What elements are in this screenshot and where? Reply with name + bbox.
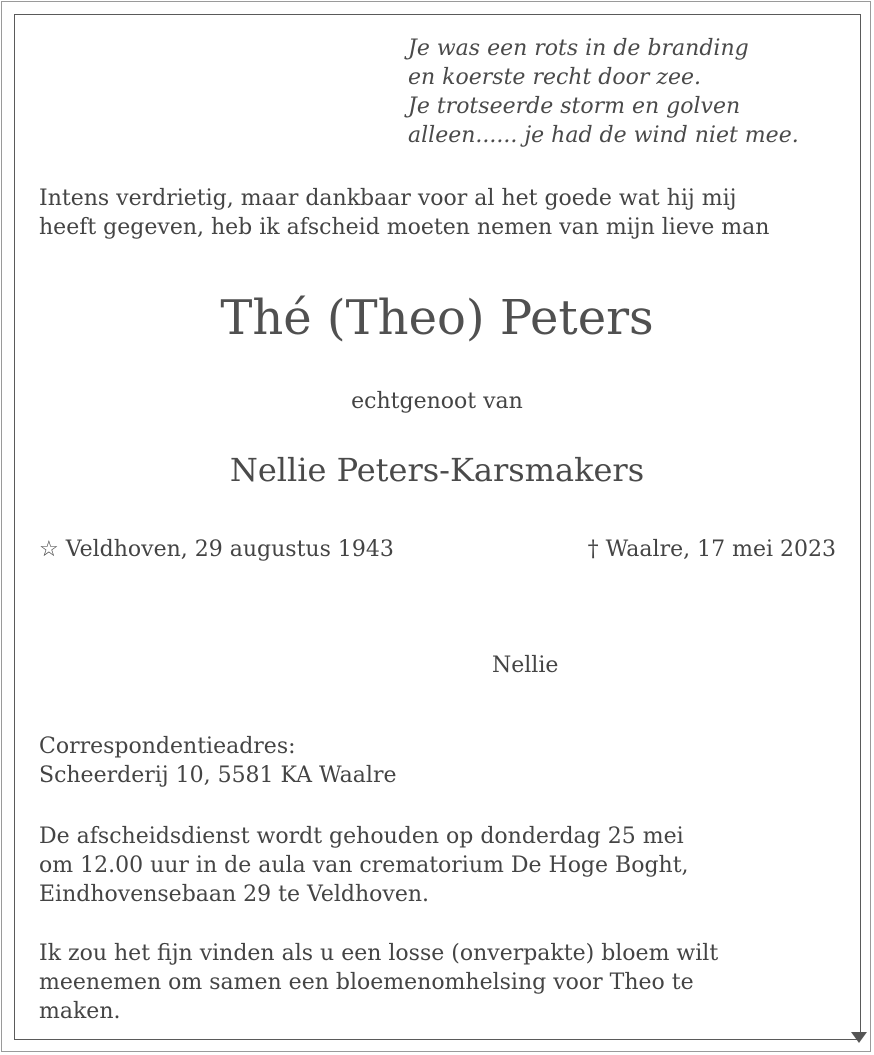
death-info: [588, 535, 836, 565]
deceased-name: Thé (Theo) Peters: [220, 290, 654, 346]
scroll-down-arrow-icon[interactable]: [851, 1032, 867, 1043]
spouse-name: Nellie Peters-Karsmakers: [229, 451, 645, 489]
poem-line: alleen...... je had de wind niet mee.: [408, 123, 799, 148]
birth-place-date: Veldhoven, 29 augustus 1943: [65, 537, 394, 562]
flowers-request: [39, 939, 718, 1026]
cross-icon: †: [587, 537, 599, 562]
service-line: om 12.00 uur in de aula van crematorium De Hoge Boght,: [39, 853, 689, 878]
flowers-line: meenemen om samen een bloemenomhelsing voor Theo te: [39, 970, 694, 995]
intro-text: [39, 184, 769, 242]
poem-line: en koerste recht door zee.: [408, 65, 702, 90]
poem: [408, 34, 799, 150]
service-line: Eindhovensebaan 29 te Veldhoven.: [39, 882, 430, 907]
star-icon: ☆: [39, 537, 59, 562]
birth-info: [39, 535, 394, 565]
service-line: De afscheidsdienst wordt gehouden op donderdag 25 mei: [39, 824, 684, 849]
signature: Nellie: [492, 653, 559, 678]
poem-line: Je trotseerde storm en golven: [408, 94, 741, 119]
relation-text: echtgenoot van: [351, 389, 523, 414]
intro-line: Intens verdrietig, maar dankbaar voor al het goede wat hij mij: [39, 186, 737, 211]
intro-line: heeft gegeven, heb ik afscheid moeten nemen van mijn lieve man: [39, 215, 770, 240]
address-label: Correspondentieadres:: [39, 734, 296, 759]
address-line: Scheerderij 10, 5581 KA Waalre: [39, 763, 397, 788]
flowers-line: maken.: [39, 999, 121, 1024]
poem-line: Je was een rots in de branding: [408, 36, 749, 61]
service-info: [39, 822, 689, 909]
death-place-date: Waalre, 17 mei 2023: [605, 537, 836, 562]
flowers-line: Ik zou het fijn vinden als u een losse (onverpakte) bloem wilt: [39, 941, 719, 966]
correspondence-address: [39, 732, 396, 790]
